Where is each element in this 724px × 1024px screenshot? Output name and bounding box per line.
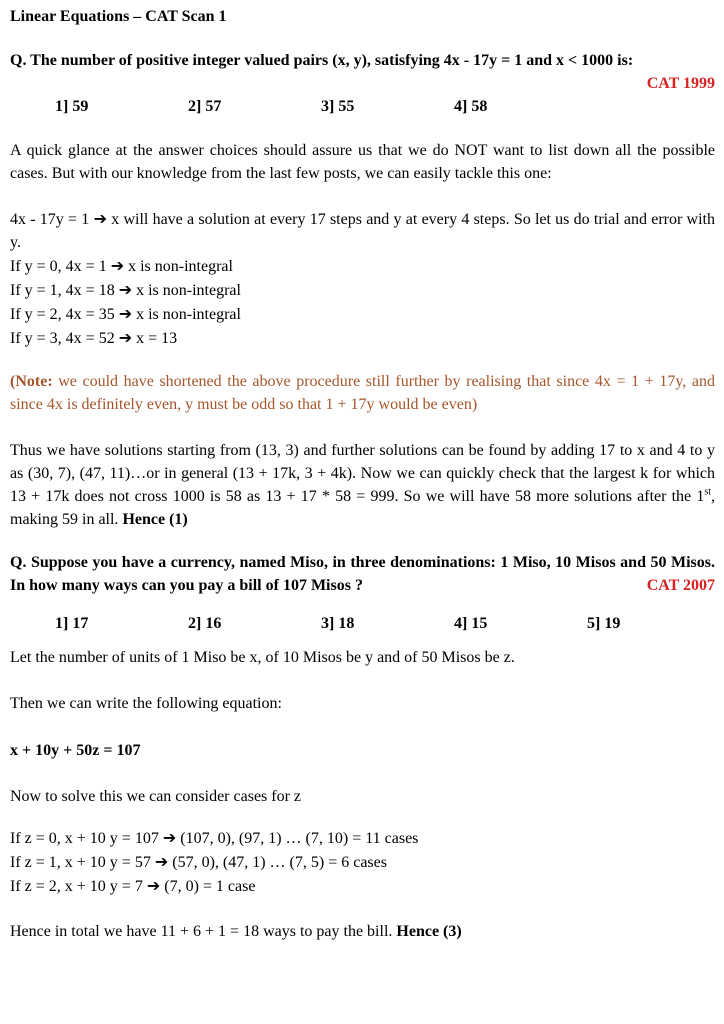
solution2-equation-intro: Then we can write the following equation: [10, 695, 282, 712]
solution1-trial-intro [10, 207, 715, 254]
trial-line-text: If y = 2, 4x = 35 [10, 306, 119, 323]
answer-label: Hence (3) [396, 923, 462, 940]
case-line-text: If z = 2, x + 10 y = 7 [10, 878, 147, 895]
q2-options-row [10, 612, 715, 635]
solution1-intro-paragraph: A quick glance at the answer choices should assure us that we do NOT want to list down all the possible cases. But with our knowledge from the last few posts, we can easily tackle this one: [10, 142, 715, 182]
note-label: (Note: [10, 373, 53, 390]
solution2-setup: Let the number of units of 1 Miso be x, of 10 Misos be y and of 50 Misos be z. [10, 649, 515, 666]
case-line-text: If z = 1, x + 10 y = 57 [10, 854, 155, 871]
conclusion-text: Thus we have solutions starting from (13, 3) and further solutions can be found by adding 17 to x and 4 to y as (30, 7), (47, 11)…or in general (13 + 17k, 3 + 4k). Now we can quickly check that the largest k for which 13 + 17k does not cross 1000 is 58 as 13 + 17 * 58 = 999. So we will have 58 more solutions after the 1 [10, 442, 715, 505]
q1-option-3: 3] 55 [321, 98, 355, 115]
solution1-conclusion-paragraph [10, 439, 715, 531]
arrow-right-icon: ➔ [118, 304, 133, 323]
arrow-right-icon: ➔ [154, 852, 169, 871]
q1-option-4: 4] 58 [454, 98, 488, 115]
trial-line [10, 254, 715, 278]
trial-line-text: If y = 0, 4x = 1 [10, 258, 111, 275]
case-line-result: (107, 0), (97, 1) … (7, 10) = 11 cases [176, 830, 419, 847]
q1-exam-source-badge: CAT 1999 [646, 75, 715, 92]
case-line [10, 874, 715, 898]
q2-question-block [10, 551, 715, 597]
case-line-result: (57, 0), (47, 1) … (7, 5) = 6 cases [168, 854, 387, 871]
trial-line [10, 326, 715, 350]
solution2-equation: x + 10y + 50z = 107 [10, 742, 141, 759]
arrow-right-icon: ➔ [110, 256, 125, 275]
trial-intro-post: x will have a solution at every 17 steps and y at every 4 steps. So let us do trial and error with y. [10, 211, 716, 251]
q2-exam-source-badge: CAT 2007 [646, 577, 715, 594]
trial-intro-pre: 4x - 17y = 1 [10, 211, 94, 228]
q2-option-4: 4] 15 [454, 615, 488, 632]
trial-line-result: x = 13 [132, 330, 178, 347]
arrow-right-icon: ➔ [162, 828, 177, 847]
q1-option-1: 1] 59 [55, 98, 89, 115]
trial-line-result: x is non-integral [132, 306, 241, 323]
case-line [10, 826, 715, 850]
trial-line-result: x is non-integral [124, 258, 233, 275]
note-body: we could have shortened the above procedure still further by realising that since 4x = 1 + 17y, and since 4x is definitely even, y must be odd so that 1 + 17y would be even) [10, 373, 715, 413]
solution1-trials-list [10, 254, 715, 350]
q1-options-row [10, 95, 715, 118]
total-text: Hence in total we have 11 + 6 + 1 = 18 ways to pay the bill. [10, 923, 397, 940]
conclusion-text-2: , making 59 in all. [10, 488, 715, 528]
trial-line [10, 278, 715, 302]
note-paragraph [10, 370, 715, 416]
page-title: Linear Equations – CAT Scan 1 [10, 8, 227, 25]
ordinal-superscript: st [704, 486, 711, 498]
q2-option-1: 1] 17 [55, 615, 89, 632]
solution2-cases-list [10, 826, 715, 898]
solution2-total-paragraph [10, 920, 715, 943]
arrow-right-icon: ➔ [118, 328, 133, 347]
trial-line [10, 302, 715, 326]
q2-question: Q. Suppose you have a currency, named Miso, in three denominations: 1 Miso, 10 Misos and 50 Misos. In how many ways can you pay a bill of 107 Misos ? [10, 554, 715, 594]
trial-line-result: x is non-integral [132, 282, 241, 299]
case-line-result: (7, 0) = 1 case [160, 878, 256, 895]
case-line-text: If z = 0, x + 10 y = 107 [10, 830, 163, 847]
solution2-cases-intro: Now to solve this we can consider cases for z [10, 788, 302, 805]
arrow-right-icon: ➔ [146, 876, 161, 895]
q2-option-2: 2] 16 [188, 615, 222, 632]
case-line [10, 850, 715, 874]
q2-option-5: 5] 19 [587, 615, 621, 632]
trial-line-text: If y = 3, 4x = 52 [10, 330, 119, 347]
arrow-right-icon: ➔ [118, 280, 133, 299]
trial-line-text: If y = 1, 4x = 18 [10, 282, 119, 299]
q1-question: Q. The number of positive integer valued pairs (x, y), satisfying 4x - 17y = 1 and x < 1000 is: [10, 52, 634, 69]
arrow-right-icon: ➔ [93, 209, 107, 228]
q2-option-3: 3] 18 [321, 615, 355, 632]
q1-option-2: 2] 57 [188, 98, 222, 115]
answer-label: Hence (1) [122, 511, 188, 528]
